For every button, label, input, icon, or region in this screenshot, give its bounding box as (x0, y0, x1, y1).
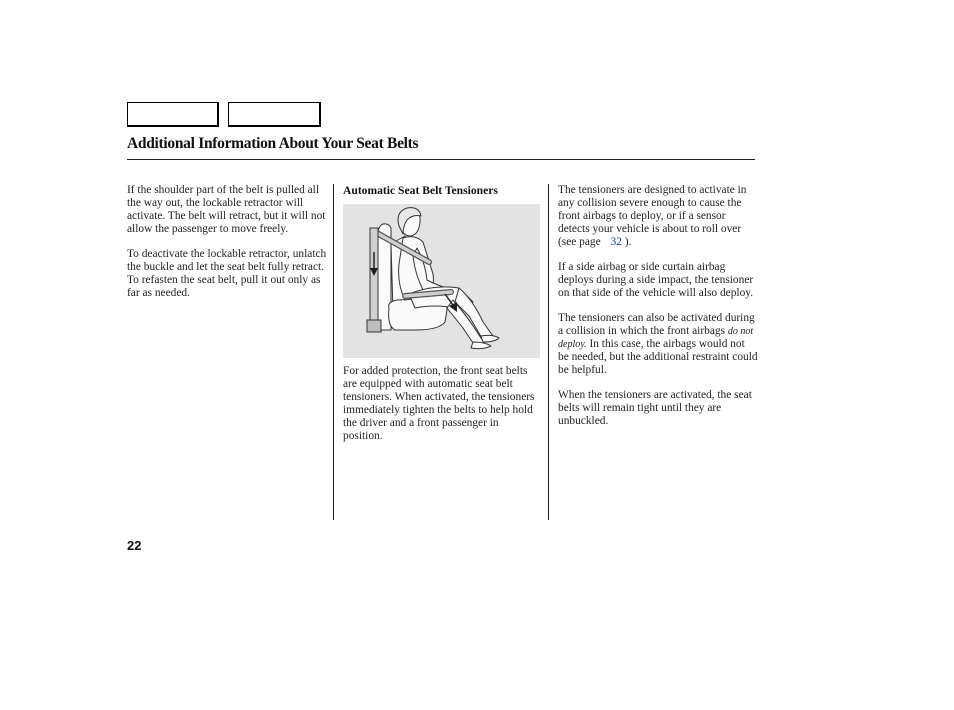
column-3 (558, 184, 758, 440)
column-divider (548, 184, 549, 520)
side-airbag-paragraph: If a side airbag or side curtain airbag deploys during a side impact, the tensioner on that side of the vehicle will also deploy. (558, 261, 754, 299)
section-heading: Automatic Seat Belt Tensioners (343, 184, 498, 197)
tensioner-activation-text: The tensioners are designed to activate in any collision severe enough to cause the front airbags to deploy, or if a sensor detects your vehicle is about to roll over (see page (558, 184, 747, 248)
no-airbag-deploy-text-end: In this case, the airbags would not be needed, but the additional restraint could be helpful. (558, 338, 758, 376)
nav-tab-next[interactable] (228, 102, 321, 127)
page-number: 22 (127, 538, 142, 553)
no-airbag-deploy-paragraph (558, 312, 758, 377)
tensioner-activation-text-end: ). (624, 236, 632, 248)
page-title: Additional Information About Your Seat Belts (127, 135, 419, 152)
column-divider (333, 184, 334, 520)
nav-tab-previous[interactable] (127, 102, 219, 127)
belts-remain-tight-paragraph: When the tensioners are activated, the seat belts will remain tight until they are unbuckled. (558, 389, 752, 427)
no-airbag-deploy-text: The tensioners can also be activated during a collision in which the front airbags (558, 312, 755, 337)
title-divider (127, 159, 755, 160)
no-airbag-deploy-emphasis: do not deploy. (558, 326, 754, 350)
tensioner-protection-paragraph: For added protection, the front seat belts are equipped with automatic seat belt tensioners. When activated, the tensioners immediately tighten the belts to help hold the driver and a front passenger in position. (343, 365, 535, 442)
tensioner-activation-paragraph (558, 184, 758, 249)
lockable-retractor-paragraph: If the shoulder part of the belt is pulled all the way out, the lockable retractor will activate. The belt will retract, but it will not allow the passenger to move freely. (127, 184, 326, 235)
deactivate-retractor-paragraph: To deactivate the lockable retractor, unlatch the buckle and let the seat belt fully retract. To refasten the seat belt, pull it out only as far as needed. (127, 248, 327, 299)
column-2 (343, 184, 541, 455)
page-reference-link[interactable]: 32 (610, 236, 622, 248)
seated-passenger-drawing (343, 204, 540, 358)
column-1 (127, 184, 327, 312)
seat-belt-illustration (343, 204, 540, 358)
